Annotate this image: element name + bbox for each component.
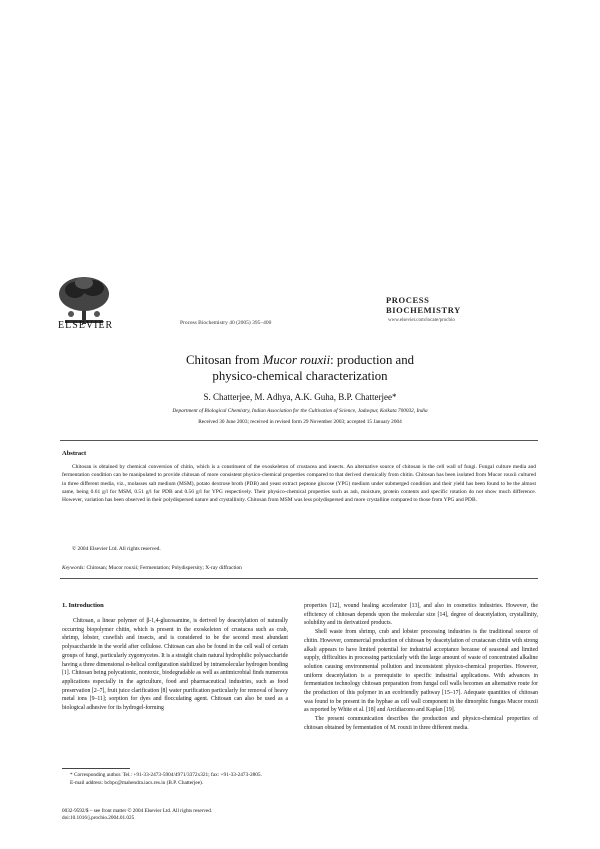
divider-top	[60, 440, 538, 441]
journal-name	[386, 295, 461, 315]
title-part-2: : production and	[330, 353, 415, 367]
intro-paragraph-1-cont: properties [12], wound healing accelerator [13], and also in cosmetics industries. However, the efficiency of chitosan depends upon the molecular size [14], degree of deacetylation, crystallinity, solubility and its derivatized products.	[304, 603, 538, 627]
received-dates: Received 30 June 2003; received in revised form 29 November 2003; accepted 15 January 2004	[198, 419, 402, 425]
keywords	[62, 565, 242, 571]
journal-name-line2: BIOCHEMISTRY	[386, 305, 461, 315]
journal-name-line1: PROCESS	[386, 295, 430, 305]
intro-paragraph-3: The present communication describes the production and physico-chemical properties of chitosan obtained by fermentation of M. rouxii in three different media.	[304, 716, 538, 731]
journal-reference: Process Biochemistry 40 (2005) 395–400	[180, 320, 272, 326]
publisher-name: ELSEVIER	[58, 320, 114, 331]
column-right	[304, 602, 538, 733]
footnote-email: E-mail address: bcbpc@mahendra.iacs.res.in (B.P. Chatterjee).	[70, 779, 204, 786]
section-heading-introduction: 1. Introduction	[62, 602, 104, 609]
title-species: Mucor rouxii	[262, 353, 331, 367]
title-part-1: Chitosan from	[185, 353, 263, 367]
intro-paragraph-1: Chitosan, a linear polymer of β-1,4-glucosamine, is derived by deacetylation of naturally occurring biopolymer chitin, which is present in the exoskeleton of crustacea such as crab, shrimp, lobster, crawfish and insects, and is considered to be the second most abundant polysaccharide in the world after cellulose. Chitosan can also be found in the cell wall of certain groups of fungi, particularly zygomycetes. It is a straight chain natural hydrophilic polysaccharide having a three dimensional α-helical configuration stabilized by intramolecular hydrogen bonding [1]. Chitosan being polycationic, nontoxic, biodegradable as well as antimicrobial finds numerous applications especially in the agriculture, food and pharmaceutical industries, such as food preservation [2–7], fruit juice clarification [8] water purification particularly for removal of heavy metal ions [9–11]; sorption for dyes and flocculating agent. Chitosan can also be used as a biological adhesive for its hydrogel-forming	[62, 618, 288, 712]
journal-url[interactable]: www.elsevier.com/locate/procbio	[388, 318, 455, 323]
abstract-text: Chitosan is obtained by chemical conversion of chitin, which is a constituent of the exoskeleton of crustacea and insects. An alternative source of chitosan is the cell wall of fungi. Fungal culture media and fermentation condition can be manipulated to provide chitosan of more consistent physico-chemical properties compared to that derived chemically from chitin. Chitosan has been isolated from Mucor rouxii cultured in three different media, viz., molasses salt medium (MSM), potato dextrose broth (PDB) and yeast extract peptone glucose (YPG) medium under submerged condition and their yield has been found to be the almost same, being 0.61 g/l for MSM, 0.51 g/l for PDB and 0.56 g/l for YPG respectively. Their physico-chemical properties such as ash, moisture, protein contents and specific rotation do not show much difference. However, variation has been observed in their polydispersed nature and crystallinity. Chitosan from MSM was less polydispersed and more crystalline compared to those from YPG and PDB.	[62, 464, 536, 504]
keywords-label: Keywords:	[62, 565, 86, 571]
footnotes	[62, 772, 288, 787]
title-line-2: physico-chemical characterization	[212, 369, 388, 383]
footnote-rule	[62, 768, 130, 769]
intro-paragraph-2: Shell waste from shrimp, crab and lobster processing industries is the traditional source of chitin. However, commercial production of chitosan by deacetylation of crustacean chitin with strong alkali appears to have limited potential for industrial acceptance because of seasonal and limited supply, difficulties in processing particularly with the large amount of waste of concentrated alkaline solution causing environmental pollution and inconsistent physico-chemical properties. However, uniform deacetylation is a prerequisite to specific industrial applications. With advances in fermentation technology chitosan preparation from fungal cell walls becomes an alternative route for the production of this polymer in an ecofriendly pathway [15–17]. Adequate quantities of chitosan was found to be present in the hyphae as cell wall component in the dimorphic fungus Mucor rouxii as reported by White et al. [18] and Arcidiacono and Kaplan [19].	[304, 629, 538, 714]
footnote-corresponding: * Corresponding author. Tel.: +91-33-2473-5904/4971/3372x321; fax: +91-33-2473-2805.	[70, 772, 262, 778]
affiliation: Department of Biological Chemistry, Indian Association for the Cultivation of Science, Jadavpur, Kolkata 700032, India	[172, 408, 428, 414]
divider-bottom	[60, 578, 538, 579]
issn-doi	[62, 808, 302, 823]
column-left	[62, 617, 288, 713]
issn-line: 0032-9592/$ – see front matter © 2004 Elsevier Ltd. All rights reserved.	[62, 808, 213, 814]
abstract-copyright: © 2004 Elsevier Ltd. All rights reserved.	[72, 546, 161, 552]
keywords-text: Chitosan; Mucor rouxii; Fermentation; Polydispersity; X-ray diffraction	[86, 565, 242, 571]
doi-line[interactable]: doi:10.1016/j.procbio.2004.01.025	[62, 815, 135, 822]
author-list: S. Chatterjee, M. Adhya, A.K. Guha, B.P. Chatterjee*	[203, 392, 397, 402]
article-title	[100, 352, 500, 384]
abstract-heading: Abstract	[62, 450, 87, 457]
